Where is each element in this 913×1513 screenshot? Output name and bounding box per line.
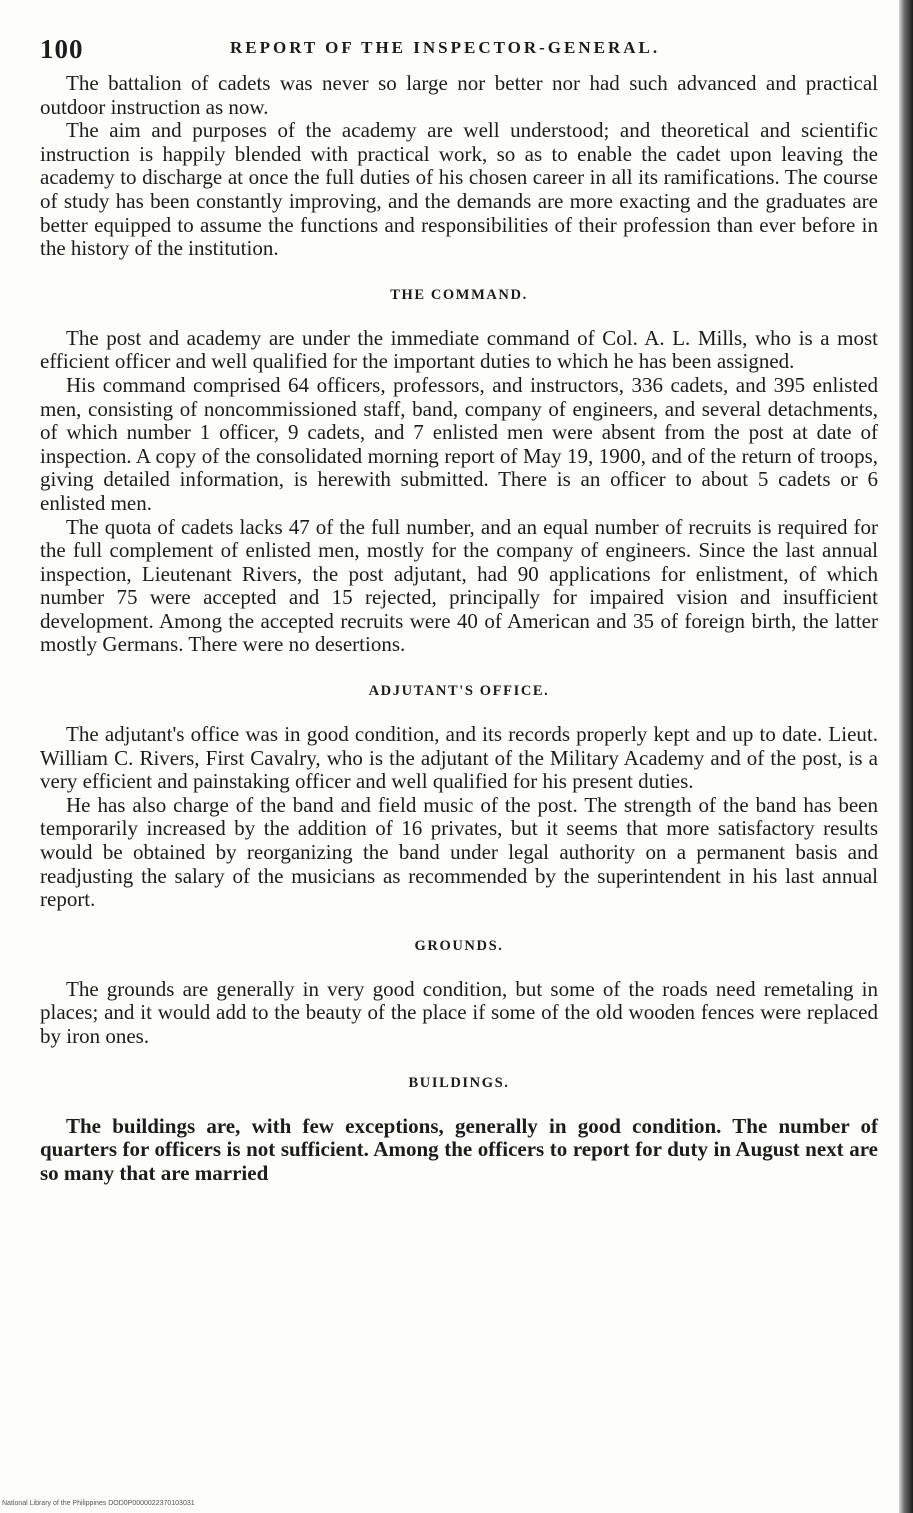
section-heading-command: THE COMMAND.	[390, 286, 528, 303]
body-text	[40, 72, 878, 1185]
paragraph: His command comprised 64 officers, professors, and instructors, 336 cadets, and 395 enlisted men, consisting of noncommissioned staff, band, company of engineers, and several detachments, of which number 1 officer, 9 cadets, and 7 enlisted men were absent from the post at date of inspection. A copy of the consolidated morning report of May 19, 1900, and of the return of troops, giving detailed information, is herewith submitted. There is an officer to about 5 cadets or 6 enlisted men.	[40, 372, 878, 515]
section-heading-buildings: BUILDINGS.	[408, 1074, 510, 1091]
page-header	[40, 30, 880, 70]
paragraph: The post and academy are under the immediate command of Col. A. L. Mills, who is a most efficient officer and well qualified for the important duties to which he has been assigned.	[40, 325, 878, 374]
paragraph: The adjutant's office was in good condition, and its records properly kept and up to date. Lieut. William C. Rivers, First Cavalry, who is the adjutant of the Military Academy and of the post, is a very efficient and painstaking officer and well qualified for his present duties.	[40, 722, 878, 794]
scan-edge-shadow	[899, 0, 913, 1513]
paragraph: He has also charge of the band and field music of the post. The strength of the band has been temporarily increased by the addition of 16 privates, but it seems that more satisfactory results would be obtained by reorganizing the band under legal authority on a permanent basis and readjusting the salary of the musicians as recommended by the superintendent in his last annual report.	[40, 792, 878, 912]
scan-credit: National Library of the Philippines DOD0P0000022370103031	[2, 1500, 195, 1507]
section-heading-adjutants-office: ADJUTANT'S OFFICE.	[368, 683, 550, 700]
running-head: REPORT OF THE INSPECTOR-GENERAL.	[230, 38, 661, 57]
section-heading-grounds: GROUNDS.	[414, 937, 504, 954]
paragraph: The grounds are generally in very good condition, but some of the roads need remetaling in places; and it would add to the beauty of the place if some of the old wooden fences were replaced by iron ones.	[40, 976, 878, 1048]
paragraph: The aim and purposes of the academy are well understood; and theoretical and scientific instruction is happily blended with practical work, so as to enable the cadet upon leaving the academy to discharge at once the full duties of his chosen career in all its ramifications. The course of study has been constantly improving, and the demands are more exacting and the graduates are better equipped to assume the functions and responsibilities of their profession than ever before in the history of the institution.	[40, 118, 878, 261]
paragraph: The buildings are, with few exceptions, generally in good condition. The number of quarters for officers is not sufficient. Among the officers to report for duty in August next are so many that are married	[40, 1113, 878, 1185]
paragraph: The battalion of cadets was never so large nor better nor had such advanced and practical outdoor instruction as now.	[40, 71, 878, 119]
page-number: 100	[40, 34, 84, 64]
paragraph: The quota of cadets lacks 47 of the full number, and an equal number of recruits is required for the full complement of enlisted men, mostly for the company of engineers. Since the last annual inspection, Lieutenant Rivers, the post adjutant, had 90 applications for enlistment, of which number 75 were accepted and 15 rejected, principally for impaired vision and insufficient development. Among the accepted recruits were 40 of American and 35 of foreign birth, the latter mostly Germans. There were no desertions.	[40, 514, 878, 657]
